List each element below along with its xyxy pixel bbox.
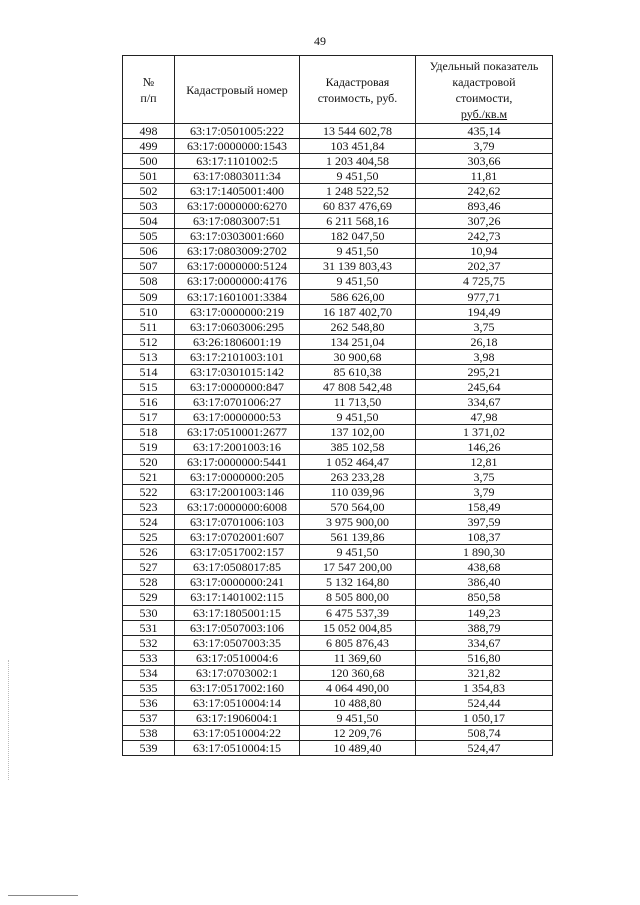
table-row xyxy=(123,229,553,244)
row-number: 537 xyxy=(123,710,175,725)
cadastral-cost: 1 248 522,52 xyxy=(300,184,416,199)
row-number: 536 xyxy=(123,695,175,710)
specific-cost: 11,81 xyxy=(416,169,553,184)
table-row xyxy=(123,214,553,229)
header-spec-line3: стоимости, xyxy=(455,90,513,105)
cadastral-cost: 134 251,04 xyxy=(300,334,416,349)
table-row xyxy=(123,154,553,169)
cadastral-number: 63:17:0507003:106 xyxy=(175,620,300,635)
cadastral-number: 63:17:1401002:115 xyxy=(175,590,300,605)
table-row xyxy=(123,695,553,710)
table-row xyxy=(123,530,553,545)
table-row xyxy=(123,334,553,349)
cadastral-cost: 182 047,50 xyxy=(300,229,416,244)
cadastral-number: 63:17:0701006:103 xyxy=(175,515,300,530)
specific-cost: 3,79 xyxy=(416,485,553,500)
cadastral-cost: 137 102,00 xyxy=(300,424,416,439)
table-row xyxy=(123,545,553,560)
table-row xyxy=(123,470,553,485)
row-number: 533 xyxy=(123,650,175,665)
header-number xyxy=(123,56,175,124)
table-row xyxy=(123,590,553,605)
row-number: 525 xyxy=(123,530,175,545)
row-number: 538 xyxy=(123,725,175,740)
cadastral-cost: 586 626,00 xyxy=(300,289,416,304)
table-row xyxy=(123,620,553,635)
cadastral-number: 63:17:0517002:160 xyxy=(175,680,300,695)
row-number: 509 xyxy=(123,289,175,304)
header-specific-indicator xyxy=(416,56,553,124)
specific-cost: 3,98 xyxy=(416,349,553,364)
table-row xyxy=(123,455,553,470)
table-row xyxy=(123,289,553,304)
specific-cost: 386,40 xyxy=(416,575,553,590)
cadastral-number: 63:17:0703002:1 xyxy=(175,665,300,680)
table-row xyxy=(123,169,553,184)
header-spec-line2: кадастровой xyxy=(452,74,516,89)
cadastral-cost: 10 488,80 xyxy=(300,695,416,710)
cadastral-cost: 6 211 568,16 xyxy=(300,214,416,229)
cadastral-cost: 263 233,28 xyxy=(300,470,416,485)
cadastral-number: 63:17:0803009:2702 xyxy=(175,244,300,259)
cadastral-number: 63:17:0000000:5441 xyxy=(175,455,300,470)
specific-cost: 307,26 xyxy=(416,214,553,229)
cadastral-number: 63:17:0301015:142 xyxy=(175,364,300,379)
cadastral-cost: 9 451,50 xyxy=(300,710,416,725)
cadastral-cost: 103 451,84 xyxy=(300,139,416,154)
row-number: 504 xyxy=(123,214,175,229)
row-number: 526 xyxy=(123,545,175,560)
row-number: 532 xyxy=(123,635,175,650)
table-row xyxy=(123,199,553,214)
table-row xyxy=(123,650,553,665)
cadastral-number: 63:17:1601001:3384 xyxy=(175,289,300,304)
row-number: 508 xyxy=(123,274,175,289)
specific-cost: 245,64 xyxy=(416,379,553,394)
table-body xyxy=(123,124,553,756)
cadastral-cost: 85 610,38 xyxy=(300,364,416,379)
specific-cost: 977,71 xyxy=(416,289,553,304)
header-cadastral-number xyxy=(175,56,300,124)
cadastral-cost: 9 451,50 xyxy=(300,409,416,424)
cadastral-cost: 11 369,60 xyxy=(300,650,416,665)
table-row xyxy=(123,680,553,695)
cadastral-cost: 30 900,68 xyxy=(300,349,416,364)
cadastral-number: 63:17:0000000:205 xyxy=(175,470,300,485)
table-row xyxy=(123,409,553,424)
cadastral-number: 63:17:0603006:295 xyxy=(175,319,300,334)
row-number: 507 xyxy=(123,259,175,274)
header-spec-line4: руб./кв.м xyxy=(460,106,508,121)
specific-cost: 149,23 xyxy=(416,605,553,620)
row-number: 513 xyxy=(123,349,175,364)
table-row xyxy=(123,349,553,364)
header-spec-line1: Удельный показатель xyxy=(429,58,539,73)
cadastral-cost: 570 564,00 xyxy=(300,500,416,515)
specific-cost: 524,44 xyxy=(416,695,553,710)
row-number: 499 xyxy=(123,139,175,154)
row-number: 514 xyxy=(123,364,175,379)
cadastral-number: 63:17:0000000:4176 xyxy=(175,274,300,289)
row-number: 510 xyxy=(123,304,175,319)
specific-cost: 3,75 xyxy=(416,319,553,334)
cadastral-number: 63:17:0510004:6 xyxy=(175,650,300,665)
cadastral-number: 63:17:2001003:16 xyxy=(175,439,300,454)
row-number: 529 xyxy=(123,590,175,605)
cadastral-cost: 9 451,50 xyxy=(300,545,416,560)
cadastral-number: 63:17:1805001:15 xyxy=(175,605,300,620)
cadastral-cost: 11 713,50 xyxy=(300,394,416,409)
table-row xyxy=(123,274,553,289)
cadastral-number: 63:17:0000000:53 xyxy=(175,409,300,424)
row-number: 516 xyxy=(123,394,175,409)
row-number: 527 xyxy=(123,560,175,575)
cadastral-cost: 47 808 542,48 xyxy=(300,379,416,394)
row-number: 517 xyxy=(123,409,175,424)
specific-cost: 12,81 xyxy=(416,455,553,470)
cadastral-cost: 3 975 900,00 xyxy=(300,515,416,530)
row-number: 501 xyxy=(123,169,175,184)
specific-cost: 303,66 xyxy=(416,154,553,169)
row-number: 539 xyxy=(123,740,175,755)
cadastral-number: 63:17:1101002:5 xyxy=(175,154,300,169)
row-number: 503 xyxy=(123,199,175,214)
cadastral-cost: 385 102,58 xyxy=(300,439,416,454)
cadastral-number: 63:17:0000000:241 xyxy=(175,575,300,590)
cadastral-number: 63:17:0000000:847 xyxy=(175,379,300,394)
row-number: 521 xyxy=(123,470,175,485)
cadastral-number: 63:17:2001003:146 xyxy=(175,485,300,500)
cadastral-cost: 9 451,50 xyxy=(300,244,416,259)
table-row xyxy=(123,605,553,620)
cadastral-number: 63:17:0701006:27 xyxy=(175,394,300,409)
table-row xyxy=(123,124,553,139)
cadastral-cost: 17 547 200,00 xyxy=(300,560,416,575)
specific-cost: 1 354,83 xyxy=(416,680,553,695)
table-row xyxy=(123,439,553,454)
specific-cost: 3,75 xyxy=(416,470,553,485)
row-number: 520 xyxy=(123,455,175,470)
header-cost-line2: стоимость, руб. xyxy=(317,90,398,105)
cadastral-cost: 6 805 876,43 xyxy=(300,635,416,650)
specific-cost: 334,67 xyxy=(416,394,553,409)
cadastral-cost: 12 209,76 xyxy=(300,725,416,740)
row-number: 522 xyxy=(123,485,175,500)
cadastral-cost: 60 837 476,69 xyxy=(300,199,416,214)
header-cadastral-label: Кадастровый номер xyxy=(186,82,288,97)
cadastral-number: 63:26:1806001:19 xyxy=(175,334,300,349)
cadastral-cost: 9 451,50 xyxy=(300,169,416,184)
cadastral-cost: 31 139 803,43 xyxy=(300,259,416,274)
row-number: 531 xyxy=(123,620,175,635)
cadastral-number: 63:17:0303001:660 xyxy=(175,229,300,244)
cadastral-cost: 9 451,50 xyxy=(300,274,416,289)
table-row xyxy=(123,304,553,319)
cadastral-number: 63:17:2101003:101 xyxy=(175,349,300,364)
row-number: 511 xyxy=(123,319,175,334)
row-number: 530 xyxy=(123,605,175,620)
specific-cost: 295,21 xyxy=(416,364,553,379)
row-number: 534 xyxy=(123,665,175,680)
table-row xyxy=(123,725,553,740)
cadastral-number: 63:17:0510004:14 xyxy=(175,695,300,710)
cadastral-number: 63:17:0000000:6270 xyxy=(175,199,300,214)
cadastral-cost: 1 052 464,47 xyxy=(300,455,416,470)
cadastral-number: 63:17:0803011:34 xyxy=(175,169,300,184)
cadastral-cost: 110 039,96 xyxy=(300,485,416,500)
table-row xyxy=(123,319,553,334)
cadastral-number: 63:17:0000000:5124 xyxy=(175,259,300,274)
cadastral-number: 63:17:0803007:51 xyxy=(175,214,300,229)
cadastral-number: 63:17:0702001:607 xyxy=(175,530,300,545)
cadastral-cost: 120 360,68 xyxy=(300,665,416,680)
row-number: 524 xyxy=(123,515,175,530)
table-row xyxy=(123,515,553,530)
specific-cost: 47,98 xyxy=(416,409,553,424)
cadastral-number: 63:17:0517002:157 xyxy=(175,545,300,560)
row-number: 535 xyxy=(123,680,175,695)
specific-cost: 26,18 xyxy=(416,334,553,349)
cadastral-number: 63:17:1906004:1 xyxy=(175,710,300,725)
cadastral-cost: 561 139,86 xyxy=(300,530,416,545)
cadastral-number: 63:17:0507003:35 xyxy=(175,635,300,650)
specific-cost: 334,67 xyxy=(416,635,553,650)
table-row xyxy=(123,740,553,755)
cadastral-cost: 262 548,80 xyxy=(300,319,416,334)
specific-cost: 524,47 xyxy=(416,740,553,755)
specific-cost: 10,94 xyxy=(416,244,553,259)
table-row xyxy=(123,560,553,575)
cadastral-number: 63:17:0510004:22 xyxy=(175,725,300,740)
row-number: 502 xyxy=(123,184,175,199)
row-number: 518 xyxy=(123,424,175,439)
specific-cost: 1 050,17 xyxy=(416,710,553,725)
cadastral-cost: 8 505 800,00 xyxy=(300,590,416,605)
cadastral-cost: 15 052 004,85 xyxy=(300,620,416,635)
specific-cost: 202,37 xyxy=(416,259,553,274)
cadastral-number: 63:17:0000000:219 xyxy=(175,304,300,319)
cadastral-cost: 10 489,40 xyxy=(300,740,416,755)
specific-cost: 194,49 xyxy=(416,304,553,319)
specific-cost: 435,14 xyxy=(416,124,553,139)
specific-cost: 516,80 xyxy=(416,650,553,665)
table-row xyxy=(123,575,553,590)
specific-cost: 508,74 xyxy=(416,725,553,740)
row-number: 515 xyxy=(123,379,175,394)
cadastral-number: 63:17:1405001:400 xyxy=(175,184,300,199)
table-row xyxy=(123,139,553,154)
table-row xyxy=(123,364,553,379)
specific-cost: 158,49 xyxy=(416,500,553,515)
cadastral-number: 63:17:0000000:6008 xyxy=(175,500,300,515)
table-row xyxy=(123,244,553,259)
cadastral-number: 63:17:0510001:2677 xyxy=(175,424,300,439)
row-number: 505 xyxy=(123,229,175,244)
specific-cost: 438,68 xyxy=(416,560,553,575)
row-number: 528 xyxy=(123,575,175,590)
cadastral-cost: 6 475 537,39 xyxy=(300,605,416,620)
cadastral-cost: 1 203 404,58 xyxy=(300,154,416,169)
specific-cost: 4 725,75 xyxy=(416,274,553,289)
cadastral-number: 63:17:0508017:85 xyxy=(175,560,300,575)
row-number: 523 xyxy=(123,500,175,515)
header-number-line2: п/п xyxy=(140,90,157,105)
table-row xyxy=(123,710,553,725)
margin-dotted-line xyxy=(8,660,9,780)
table-row xyxy=(123,635,553,650)
row-number: 506 xyxy=(123,244,175,259)
cadastral-cost: 5 132 164,80 xyxy=(300,575,416,590)
cadastral-cost: 13 544 602,78 xyxy=(300,124,416,139)
row-number: 500 xyxy=(123,154,175,169)
specific-cost: 242,62 xyxy=(416,184,553,199)
table-row xyxy=(123,424,553,439)
header-cost-line1: Кадастровая xyxy=(325,74,390,89)
row-number: 512 xyxy=(123,334,175,349)
cadastral-cost: 4 064 490,00 xyxy=(300,680,416,695)
specific-cost: 146,26 xyxy=(416,439,553,454)
header-cadastral-cost xyxy=(300,56,416,124)
cadastral-table xyxy=(122,55,553,756)
table-row xyxy=(123,485,553,500)
table-row xyxy=(123,665,553,680)
row-number: 519 xyxy=(123,439,175,454)
specific-cost: 388,79 xyxy=(416,620,553,635)
cadastral-number: 63:17:0501005:222 xyxy=(175,124,300,139)
table-row xyxy=(123,379,553,394)
specific-cost: 242,73 xyxy=(416,229,553,244)
header-number-line1: № xyxy=(142,74,155,89)
table-row xyxy=(123,184,553,199)
cadastral-number: 63:17:0510004:15 xyxy=(175,740,300,755)
specific-cost: 3,79 xyxy=(416,139,553,154)
specific-cost: 108,37 xyxy=(416,530,553,545)
cadastral-number: 63:17:0000000:1543 xyxy=(175,139,300,154)
table-row xyxy=(123,259,553,274)
cadastral-cost: 16 187 402,70 xyxy=(300,304,416,319)
table-row xyxy=(123,394,553,409)
page-number: 49 xyxy=(314,34,326,48)
table-header-row xyxy=(123,56,553,124)
specific-cost: 1 371,02 xyxy=(416,424,553,439)
specific-cost: 893,46 xyxy=(416,199,553,214)
specific-cost: 397,59 xyxy=(416,515,553,530)
table-row xyxy=(123,500,553,515)
specific-cost: 1 890,30 xyxy=(416,545,553,560)
specific-cost: 321,82 xyxy=(416,665,553,680)
row-number: 498 xyxy=(123,124,175,139)
specific-cost: 850,58 xyxy=(416,590,553,605)
footer-rule xyxy=(8,895,78,896)
